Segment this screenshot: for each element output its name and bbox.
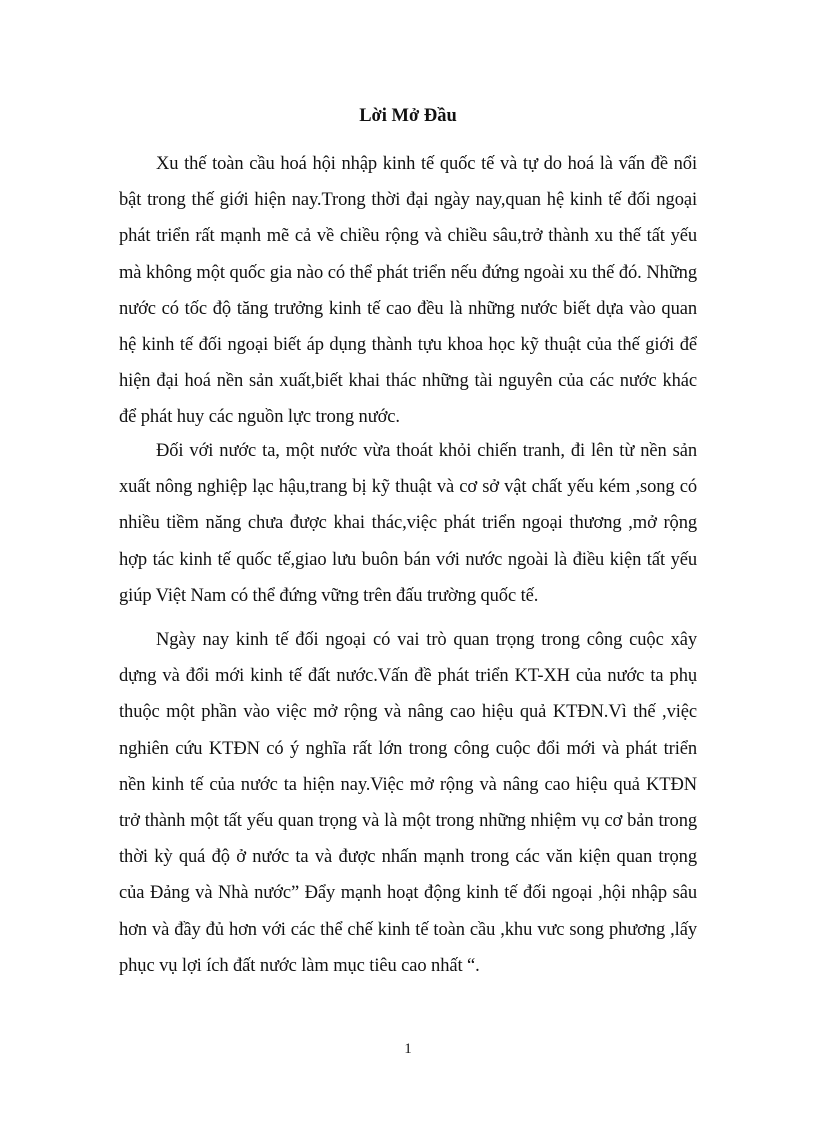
paragraph-vietnam-context: Đối với nước ta, một nước vừa thoát khỏi chiến tranh, đi lên từ nền sản xuất nông nghiệp lạc hậu,trang bị kỹ thuật và cơ sở vật chất yếu kém ,song có nhiều tiềm năng chưa được khai thác,việc phát triển ngoại thương ,mở rộng hợp tác kinh tế quốc tế,giao lưu buôn bán với nước ngoài là điều kiện tất yếu giúp Việt Nam có thể đứng vững trên đấu trường quốc tế. xyxy=(119,441,697,606)
paragraph-globalization: Xu thế toàn cầu hoá hội nhập kinh tế quốc tế và tự do hoá là vấn đề nổi bật trong thế giới hiện nay.Trong thời đại ngày nay,quan hệ kinh tế đối ngoại phát triển rất mạnh mẽ cả về chiều rộng và chiều sâu,trở thành xu thế tất yếu mà không một quốc gia nào có thể phát triển nếu đứng ngoài xu thế đó. Những nước có tốc độ tăng trưởng kinh tế cao đều là những nước biết dựa vào quan hệ kinh tế đối ngoại biết áp dụng thành tựu khoa học kỹ thuật của thế giới để hiện đại hoá nền sản xuất,biết khai thác những tài nguyên của các nước khác để phát huy các nguồn lực trong nước. xyxy=(119,154,697,428)
page-number: 1 xyxy=(404,1041,412,1057)
paragraph-foreign-economics-role: Ngày nay kinh tế đối ngoại có vai trò quan trọng trong công cuộc xây dựng và đổi mới kinh tế đất nước.Vấn đề phát triển KT-XH của nước ta phụ thuộc một phần vào việc mở rộng và nâng cao hiệu quả KTĐN.Vì thế ,việc nghiên cứu KTĐN có ý nghĩa rất lớn trong công cuộc đổi mới và phát triển nền kinh tế của nước ta hiện nay.Việc mở rộng và nâng cao hiệu quả KTĐN trở thành một tất yếu quan trọng và là một trong những nhiệm vụ cơ bản trong thời kỳ quá độ ở nước ta và được nhấn mạnh trong các văn kiện quan trọng của Đảng và Nhà nước” Đẩy mạnh hoạt động kinh tế đối ngoại ,hội nhập sâu hơn và đầy đủ hơn với các thể chế kinh tế toàn cầu ,khu vưc song phương ,lấy phục vụ lợi ích đất nước làm mục tiêu cao nhất “. xyxy=(119,630,697,976)
document-title: Lời Mở Đầu xyxy=(359,106,457,126)
